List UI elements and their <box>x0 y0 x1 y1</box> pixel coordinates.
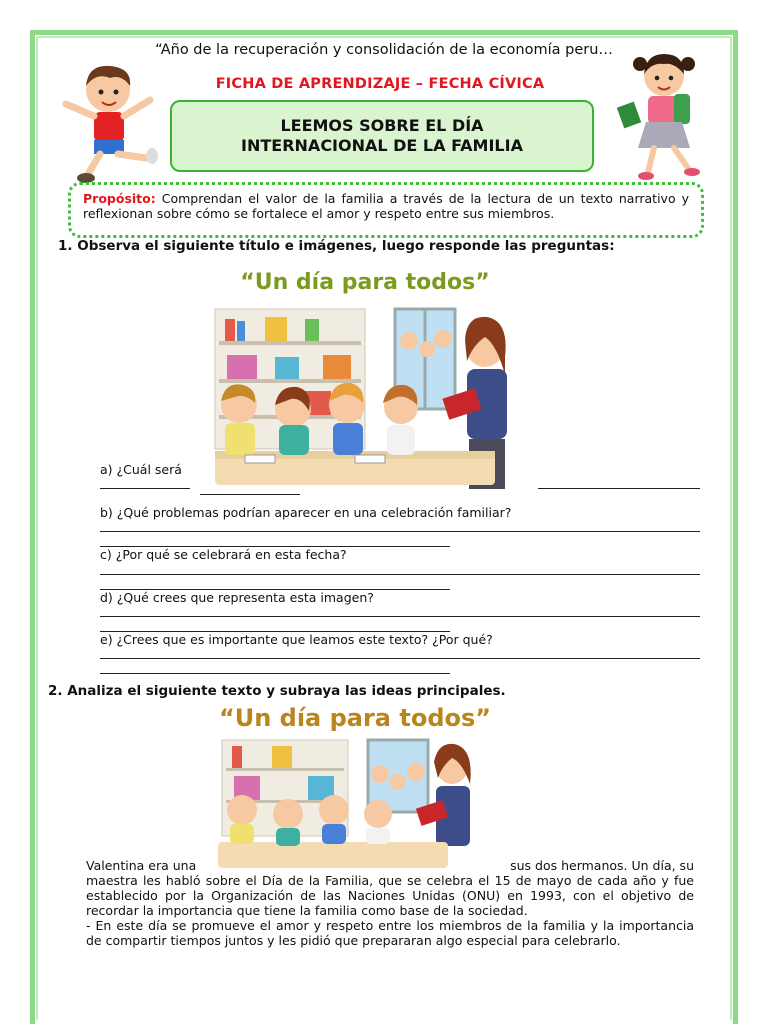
section-2-text: Analiza el siguiente texto y subraya las ideas principales. <box>67 683 506 699</box>
story-title-2: “Un día para todos” <box>218 704 492 732</box>
title-box <box>170 100 594 172</box>
section-1-text: Observa el siguiente título e imágenes, luego responde las preguntas: <box>77 238 615 254</box>
purpose-box <box>68 182 704 238</box>
section-2-number: 2. <box>48 683 63 699</box>
section-1-number: 1. <box>58 238 73 254</box>
paragraph-1-start: Valentina era una <box>86 858 197 873</box>
answer-line-d1[interactable] <box>100 616 700 617</box>
answer-line-e2[interactable] <box>100 673 450 674</box>
section-2-heading <box>48 683 506 699</box>
answer-line-a1[interactable] <box>100 488 190 489</box>
paragraph-1-end: sus dos hermanos. Un día, su <box>510 858 694 873</box>
answer-line-e1[interactable] <box>100 658 700 659</box>
worksheet-type: FICHA DE APRENDIZAJE – FECHA CÍVICA <box>215 76 545 92</box>
paragraph-1-rest: maestra les habló sobre el Día de la Familia, que se celebra el 15 de mayo de cada año y fue establecido por la Organización de las Naciones Unidas (ONU) en 1993, con el objetivo de recordar la importancia que tiene la familia como base de la sociedad. <box>86 873 694 918</box>
girl-illustration <box>608 48 720 184</box>
title-line-1: LEEMOS SOBRE EL DÍA <box>280 116 484 135</box>
question-e: e) ¿Crees que es importante que leamos este texto? ¿Por qué? <box>100 632 493 647</box>
purpose-label: Propósito: <box>83 191 156 206</box>
answer-line-c1[interactable] <box>100 574 700 575</box>
story-paragraph-1 <box>86 858 694 918</box>
answer-line-a2[interactable] <box>538 488 700 489</box>
boy-illustration <box>58 56 168 186</box>
classroom-illustration-2 <box>212 738 482 870</box>
answer-line-a3[interactable] <box>200 494 300 495</box>
question-a: a) ¿Cuál será <box>100 462 182 477</box>
question-c: c) ¿Por qué se celebrará en esta fecha? <box>100 547 347 562</box>
year-motto: “Año de la recuperación y consolidación de la economía peru… <box>155 42 613 58</box>
question-b: b) ¿Qué problemas podrían aparecer en una celebración familiar? <box>100 505 512 520</box>
story-title-1: “Un día para todos” <box>240 270 490 295</box>
answer-line-b1[interactable] <box>100 531 700 532</box>
story-paragraph-2: - En este día se promueve el amor y respeto entre los miembros de la familia y la importancia de compartir tiempos juntos y les pidió que prepararan algo especial para celebrarlo. <box>86 918 694 948</box>
question-d: d) ¿Qué crees que representa esta imagen? <box>100 590 374 605</box>
purpose-text: Comprendan el valor de la familia a través de la lectura de un texto narrativo y reflexionan sobre cómo se fortalece el amor y respeto entre sus miembros. <box>83 191 689 221</box>
title-line-2: INTERNACIONAL DE LA FAMILIA <box>241 136 523 155</box>
section-1-heading <box>58 238 615 254</box>
